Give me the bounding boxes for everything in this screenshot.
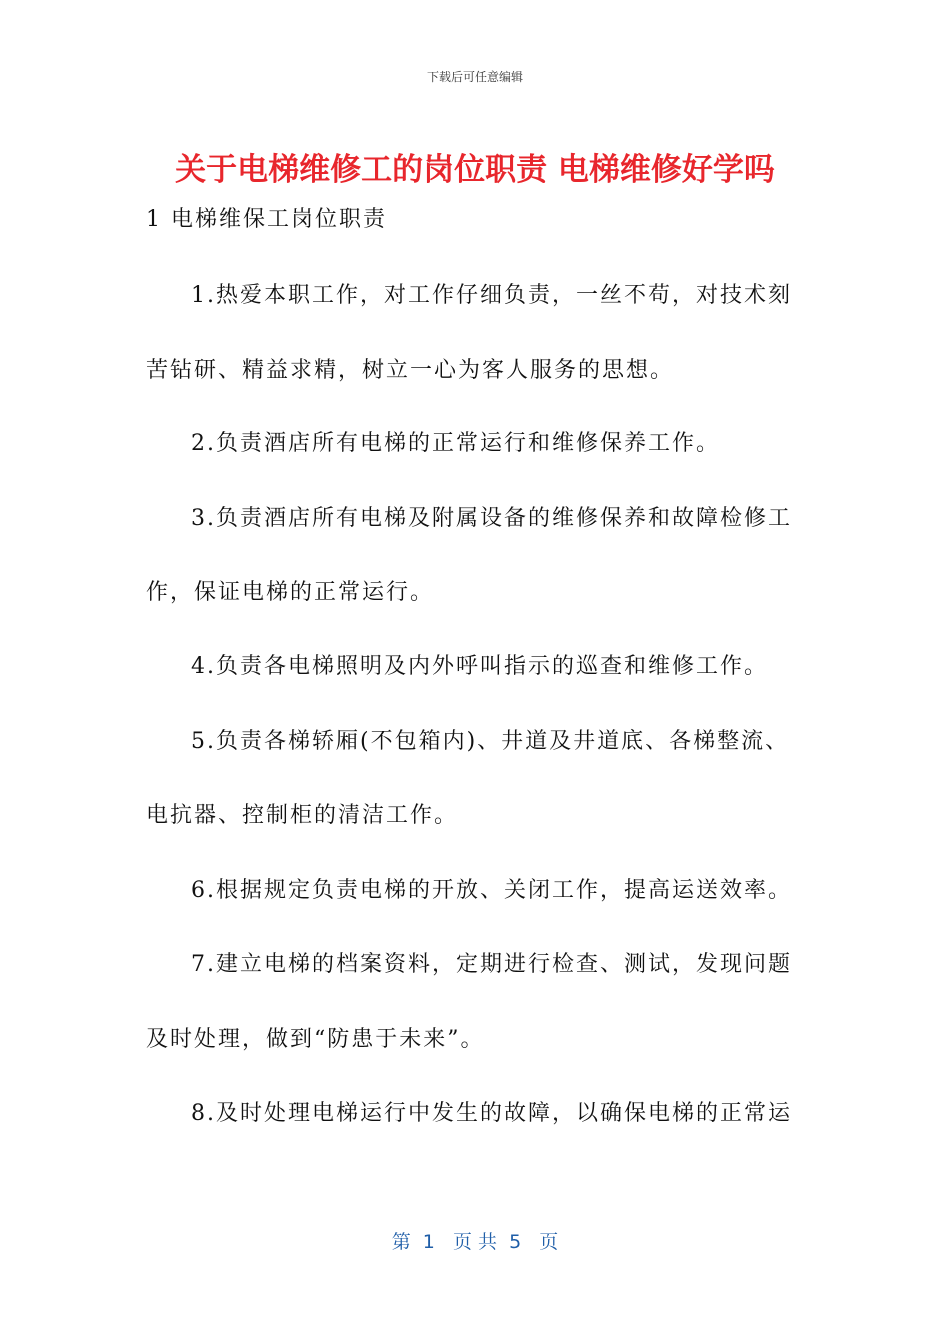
paragraph-line: 8.及时处理电梯运行中发生的故障，以确保电梯的正常运 <box>191 1101 792 1126</box>
paragraph-line: 4.负责各电梯照明及内外呼叫指示的巡查和维修工作。 <box>191 654 768 679</box>
page-number: 第 1 页 共 5 页 <box>391 1231 559 1253</box>
paragraph-line: 1.热爱本职工作，对工作仔细负责，一丝不苟，对技术刻 <box>191 283 792 308</box>
paragraph-line: 5.负责各梯轿厢(不包箱内)、井道及井道底、各梯整流、 <box>191 729 790 754</box>
paragraph-line: 7.建立电梯的档案资料，定期进行检查、测试，发现问题 <box>191 952 792 977</box>
paragraph-line: 苦钻研、精益求精，树立一心为客人服务的思想。 <box>146 358 675 383</box>
paragraph-line: 及时处理，做到“防患于未来”。 <box>146 1027 485 1052</box>
document-title: 关于电梯维修工的岗位职责 电梯维修好学吗 <box>175 152 775 188</box>
section-heading: 1 电梯维保工岗位职责 <box>146 207 387 232</box>
header-note: 下载后可任意编辑 <box>426 70 523 84</box>
paragraph-line: 作，保证电梯的正常运行。 <box>146 580 435 605</box>
paragraph-line: 电抗器、控制柜的清洁工作。 <box>146 803 459 828</box>
paragraph-line: 6.根据规定负责电梯的开放、关闭工作，提高运送效率。 <box>191 878 792 903</box>
paragraph-line: 2.负责酒店所有电梯的正常运行和维修保养工作。 <box>191 431 720 456</box>
paragraph-line: 3.负责酒店所有电梯及附属设备的维修保养和故障检修工 <box>191 506 792 531</box>
